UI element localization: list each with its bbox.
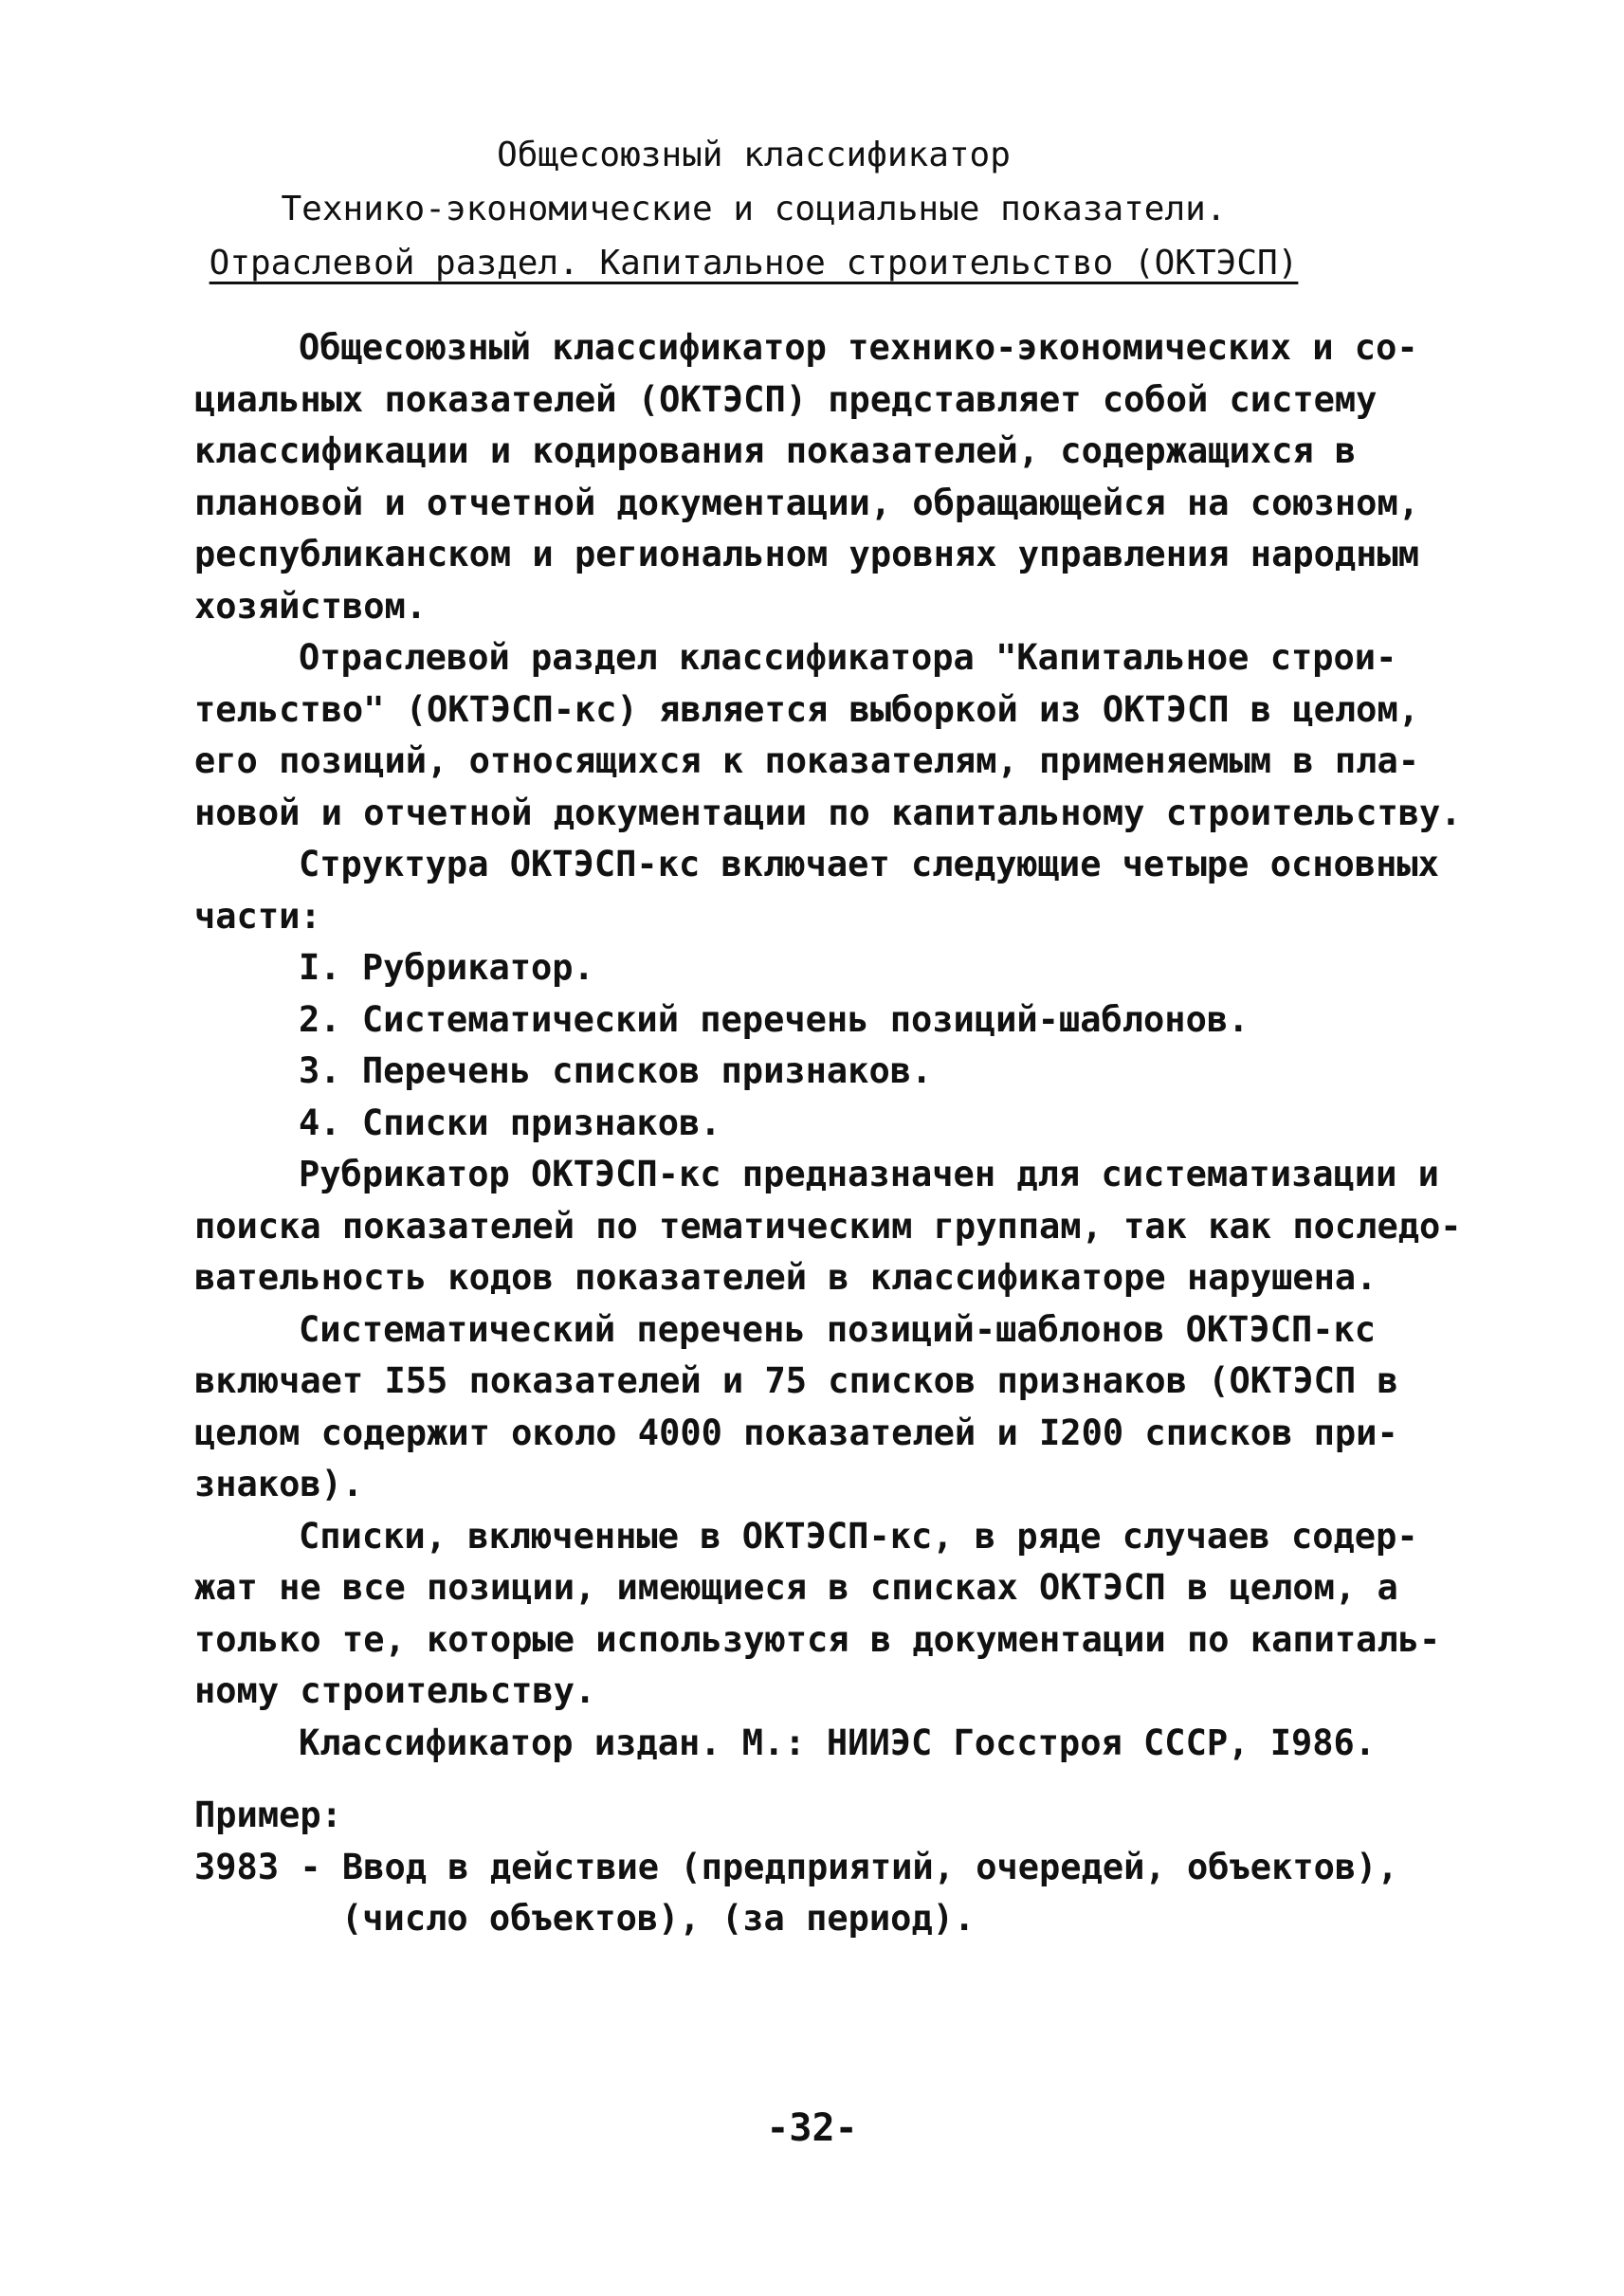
example-line-1: 3983 - Ввод в действие (предприятий, очередей, объектов), [194, 1846, 1398, 1887]
paragraph-5-line-4: знаков). [194, 1464, 364, 1504]
paragraph-4-line-1: Рубрикатор ОКТЭСП-кс предназначен для систематизации и [299, 1154, 1439, 1194]
list-item: 2. Систематический перечень позиций-шаблонов. [299, 998, 1250, 1040]
page-number: -32- [766, 2106, 858, 2150]
list-item: I. Рубрикатор. [299, 947, 594, 988]
paragraph-5-line-3: целом содержит около 4000 показателей и I200 списков при- [194, 1412, 1398, 1453]
publication-note: Классификатор издан. М.: НИИЭС Госстроя СССР, I986. [299, 1722, 1377, 1763]
paragraph-1-line-6: хозяйством. [194, 585, 428, 627]
paragraph-1-line-3: классификации и кодирования показателей, содержащихся в [194, 430, 1357, 471]
list-item: 3. Перечень списков признаков. [299, 1050, 933, 1091]
paragraph-2-line-2: тельство" (ОКТЭСП-кс) является выборкой из ОКТЭСП в целом, [194, 688, 1420, 730]
header-title-line-3: Отраслевой раздел. Капитальное строительство (ОКТЭСП) [209, 244, 1299, 282]
paragraph-6-line-1: Списки, включенные в ОКТЭСП-кс, в ряде случаев содер- [299, 1515, 1418, 1557]
header-title-line-2: Технико-экономические и социальные показатели. [281, 190, 1227, 228]
paragraph-3-line-1: Структура ОКТЭСП-кс включает следующие четыре основных [299, 844, 1439, 884]
paragraph-2-line-4: новой и отчетной документации по капитальному строительству. [194, 792, 1462, 833]
paragraph-5-line-2: включает I55 показателей и 75 списков признаков (ОКТЭСП в [194, 1360, 1398, 1401]
paragraph-6-line-4: ному строительству. [194, 1670, 596, 1711]
example-line-2: (число объектов), (за период). [341, 1898, 976, 1939]
paragraph-6-line-2: жат не все позиции, имеющиеся в списках ОКТЭСП в целом, а [194, 1567, 1398, 1608]
paragraph-3-line-2: части: [194, 895, 321, 937]
paragraph-6-line-3: только те, которые используются в документации по капиталь- [194, 1618, 1441, 1660]
header-title-line-1: Общесоюзный классификатор [497, 136, 1011, 174]
paragraph-1-line-1: Общесоюзный классификатор технико-экономических и со- [299, 327, 1418, 368]
document-header [0, 128, 1507, 290]
paragraph-1-line-5: республиканском и региональном уровнях управления народным [194, 534, 1420, 574]
paragraph-4-line-3: вательность кодов показателей в классификаторе нарушена. [194, 1257, 1378, 1298]
paragraph-1-line-2: циальных показателей (ОКТЭСП) представляет собой систему [194, 378, 1378, 420]
list-item: 4. Списки признаков. [299, 1102, 721, 1143]
paragraph-4-line-2: поиска показателей по тематическим группам, так как последо- [194, 1205, 1462, 1247]
paragraph-2-line-3: его позиций, относящихся к показателям, применяемым в пла- [194, 740, 1420, 781]
paragraph-5-line-1: Систематический перечень позиций-шаблонов ОКТЭСП-кс [299, 1308, 1377, 1350]
paragraph-2-line-1: Отраслевой раздел классификатора "Капитальное строи- [299, 637, 1397, 678]
document-body [194, 322, 1474, 1945]
example-label: Пример: [194, 1795, 342, 1835]
paragraph-1-line-4: плановой и отчетной документации, обращающейся на союзном, [194, 482, 1420, 523]
